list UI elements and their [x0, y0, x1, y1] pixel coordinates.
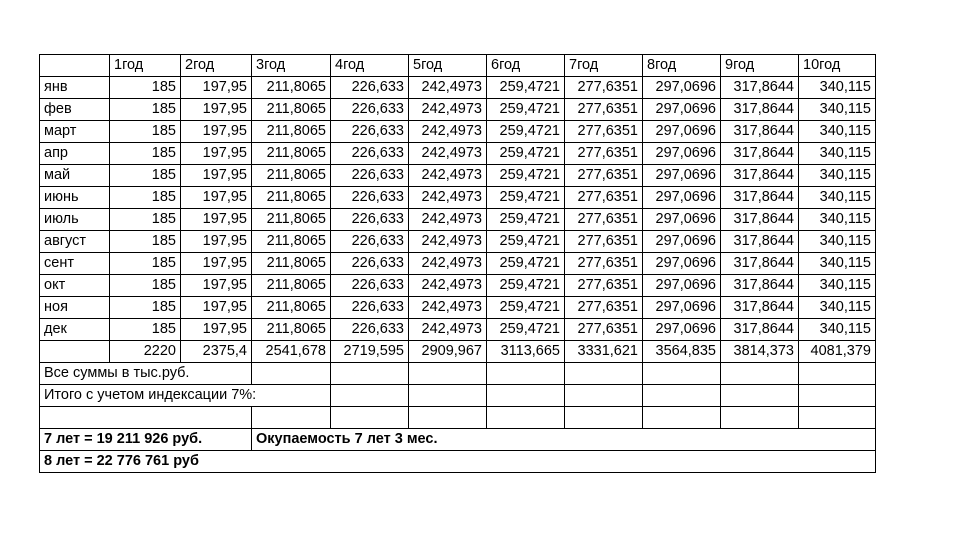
totals-row: [40, 341, 876, 363]
seven-years-total: 7 лет = 19 211 926 руб.: [40, 429, 252, 451]
value-cell: 259,4721: [487, 165, 565, 187]
summary-row-8-years: [40, 451, 876, 473]
value-cell: 259,4721: [487, 99, 565, 121]
value-cell: 211,8065: [252, 231, 331, 253]
value-cell: 297,0696: [643, 99, 721, 121]
value-cell: 211,8065: [252, 165, 331, 187]
value-cell: 226,633: [331, 297, 409, 319]
value-cell: 259,4721: [487, 275, 565, 297]
value-cell: 211,8065: [252, 99, 331, 121]
value-cell: 297,0696: [643, 297, 721, 319]
value-cell: 259,4721: [487, 253, 565, 275]
table-row: [40, 319, 876, 341]
value-cell: 185: [110, 165, 181, 187]
value-cell: 259,4721: [487, 121, 565, 143]
empty-cell: [40, 407, 252, 429]
units-note: Все суммы в тыс.руб.: [40, 363, 252, 385]
value-cell: 277,6351: [565, 165, 643, 187]
value-cell: 185: [110, 99, 181, 121]
value-cell: 185: [110, 209, 181, 231]
empty-cell: [565, 407, 643, 429]
header-row: [40, 55, 876, 77]
value-cell: 340,115: [799, 319, 876, 341]
table-row: [40, 231, 876, 253]
value-cell: 226,633: [331, 319, 409, 341]
month-label: окт: [40, 275, 110, 297]
table-row: [40, 297, 876, 319]
month-label: фев: [40, 99, 110, 121]
value-cell: 297,0696: [643, 187, 721, 209]
totals-cell: 4081,379: [799, 341, 876, 363]
empty-cell: [252, 363, 331, 385]
month-label: ноя: [40, 297, 110, 319]
table-row: [40, 275, 876, 297]
value-cell: 242,4973: [409, 297, 487, 319]
header-cell: 1год: [110, 55, 181, 77]
totals-cell: [40, 341, 110, 363]
value-cell: 259,4721: [487, 319, 565, 341]
header-cell: [40, 55, 110, 77]
empty-cell: [252, 407, 331, 429]
value-cell: 226,633: [331, 253, 409, 275]
header-cell: 7год: [565, 55, 643, 77]
indexation-note-row: [40, 385, 876, 407]
value-cell: 185: [110, 121, 181, 143]
value-cell: 226,633: [331, 231, 409, 253]
value-cell: 297,0696: [643, 209, 721, 231]
empty-cell: [487, 385, 565, 407]
value-cell: 317,8644: [721, 77, 799, 99]
value-cell: 197,95: [181, 231, 252, 253]
revenue-table: [39, 54, 876, 473]
value-cell: 185: [110, 231, 181, 253]
month-label: август: [40, 231, 110, 253]
header-cell: 10год: [799, 55, 876, 77]
value-cell: 211,8065: [252, 187, 331, 209]
totals-cell: 2375,4: [181, 341, 252, 363]
value-cell: 317,8644: [721, 275, 799, 297]
units-note-row: [40, 363, 876, 385]
value-cell: 226,633: [331, 121, 409, 143]
value-cell: 297,0696: [643, 143, 721, 165]
empty-cell: [409, 385, 487, 407]
month-label: дек: [40, 319, 110, 341]
totals-cell: 3564,835: [643, 341, 721, 363]
value-cell: 317,8644: [721, 209, 799, 231]
empty-cell: [721, 407, 799, 429]
table-row: [40, 165, 876, 187]
value-cell: 259,4721: [487, 143, 565, 165]
value-cell: 277,6351: [565, 143, 643, 165]
empty-cell: [331, 363, 409, 385]
value-cell: 242,4973: [409, 165, 487, 187]
value-cell: 317,8644: [721, 99, 799, 121]
value-cell: 242,4973: [409, 209, 487, 231]
value-cell: 277,6351: [565, 121, 643, 143]
value-cell: 197,95: [181, 187, 252, 209]
value-cell: 277,6351: [565, 77, 643, 99]
value-cell: 242,4973: [409, 143, 487, 165]
value-cell: 340,115: [799, 99, 876, 121]
table-row: [40, 187, 876, 209]
table-row: [40, 77, 876, 99]
eight-years-total: 8 лет = 22 776 761 руб: [40, 451, 876, 473]
month-label: сент: [40, 253, 110, 275]
empty-cell: [409, 363, 487, 385]
month-label: янв: [40, 77, 110, 99]
value-cell: 297,0696: [643, 165, 721, 187]
value-cell: 242,4973: [409, 253, 487, 275]
header-cell: 2год: [181, 55, 252, 77]
empty-cell: [409, 407, 487, 429]
empty-cell: [643, 385, 721, 407]
value-cell: 277,6351: [565, 231, 643, 253]
empty-cell: [487, 363, 565, 385]
value-cell: 340,115: [799, 165, 876, 187]
value-cell: 277,6351: [565, 275, 643, 297]
value-cell: 317,8644: [721, 253, 799, 275]
value-cell: 340,115: [799, 77, 876, 99]
value-cell: 197,95: [181, 209, 252, 231]
table-row: [40, 143, 876, 165]
value-cell: 197,95: [181, 319, 252, 341]
table-row: [40, 99, 876, 121]
value-cell: 211,8065: [252, 319, 331, 341]
totals-cell: 3113,665: [487, 341, 565, 363]
summary-row-7-years: [40, 429, 876, 451]
value-cell: 259,4721: [487, 187, 565, 209]
header-cell: 9год: [721, 55, 799, 77]
value-cell: 197,95: [181, 165, 252, 187]
value-cell: 185: [110, 143, 181, 165]
empty-cell: [565, 385, 643, 407]
value-cell: 185: [110, 275, 181, 297]
totals-cell: 3814,373: [721, 341, 799, 363]
value-cell: 211,8065: [252, 209, 331, 231]
header-cell: 5год: [409, 55, 487, 77]
value-cell: 211,8065: [252, 297, 331, 319]
value-cell: 197,95: [181, 77, 252, 99]
empty-cell: [643, 407, 721, 429]
value-cell: 211,8065: [252, 253, 331, 275]
value-cell: 226,633: [331, 187, 409, 209]
value-cell: 340,115: [799, 209, 876, 231]
value-cell: 277,6351: [565, 297, 643, 319]
empty-cell: [643, 363, 721, 385]
value-cell: 226,633: [331, 209, 409, 231]
value-cell: 197,95: [181, 297, 252, 319]
value-cell: 197,95: [181, 121, 252, 143]
empty-cell: [487, 407, 565, 429]
empty-cell: [799, 385, 876, 407]
header-cell: 8год: [643, 55, 721, 77]
value-cell: 297,0696: [643, 231, 721, 253]
value-cell: 277,6351: [565, 319, 643, 341]
value-cell: 211,8065: [252, 275, 331, 297]
value-cell: 259,4721: [487, 209, 565, 231]
value-cell: 297,0696: [643, 121, 721, 143]
empty-cell: [331, 385, 409, 407]
month-label: май: [40, 165, 110, 187]
value-cell: 317,8644: [721, 319, 799, 341]
header-cell: 4год: [331, 55, 409, 77]
value-cell: 259,4721: [487, 77, 565, 99]
payback-note: Окупаемость 7 лет 3 мес.: [252, 429, 876, 451]
header-cell: 6год: [487, 55, 565, 77]
value-cell: 317,8644: [721, 187, 799, 209]
value-cell: 197,95: [181, 99, 252, 121]
month-label: июль: [40, 209, 110, 231]
totals-cell: 2719,595: [331, 341, 409, 363]
empty-cell: [721, 363, 799, 385]
value-cell: 340,115: [799, 297, 876, 319]
value-cell: 340,115: [799, 253, 876, 275]
indexation-note: Итого с учетом индексации 7%:: [40, 385, 331, 407]
value-cell: 242,4973: [409, 99, 487, 121]
value-cell: 242,4973: [409, 187, 487, 209]
value-cell: 211,8065: [252, 121, 331, 143]
month-label: апр: [40, 143, 110, 165]
value-cell: 185: [110, 297, 181, 319]
value-cell: 317,8644: [721, 165, 799, 187]
table-row: [40, 253, 876, 275]
value-cell: 211,8065: [252, 143, 331, 165]
value-cell: 226,633: [331, 165, 409, 187]
value-cell: 297,0696: [643, 77, 721, 99]
value-cell: 185: [110, 319, 181, 341]
totals-cell: 2541,678: [252, 341, 331, 363]
value-cell: 297,0696: [643, 275, 721, 297]
value-cell: 226,633: [331, 99, 409, 121]
table-body: [40, 55, 876, 473]
empty-cell: [799, 407, 876, 429]
value-cell: 185: [110, 187, 181, 209]
value-cell: 259,4721: [487, 297, 565, 319]
value-cell: 197,95: [181, 143, 252, 165]
value-cell: 277,6351: [565, 187, 643, 209]
empty-cell: [721, 385, 799, 407]
value-cell: 242,4973: [409, 275, 487, 297]
header-cell: 3год: [252, 55, 331, 77]
value-cell: 277,6351: [565, 209, 643, 231]
value-cell: 226,633: [331, 275, 409, 297]
value-cell: 340,115: [799, 143, 876, 165]
totals-cell: 2220: [110, 341, 181, 363]
month-label: март: [40, 121, 110, 143]
table-row: [40, 209, 876, 231]
value-cell: 197,95: [181, 275, 252, 297]
totals-cell: 3331,621: [565, 341, 643, 363]
value-cell: 277,6351: [565, 253, 643, 275]
value-cell: 277,6351: [565, 99, 643, 121]
value-cell: 242,4973: [409, 121, 487, 143]
value-cell: 185: [110, 253, 181, 275]
value-cell: 297,0696: [643, 253, 721, 275]
value-cell: 211,8065: [252, 77, 331, 99]
value-cell: 197,95: [181, 253, 252, 275]
totals-cell: 2909,967: [409, 341, 487, 363]
value-cell: 185: [110, 77, 181, 99]
value-cell: 259,4721: [487, 231, 565, 253]
value-cell: 340,115: [799, 275, 876, 297]
value-cell: 317,8644: [721, 121, 799, 143]
empty-cell: [331, 407, 409, 429]
value-cell: 340,115: [799, 187, 876, 209]
month-label: июнь: [40, 187, 110, 209]
value-cell: 340,115: [799, 121, 876, 143]
value-cell: 297,0696: [643, 319, 721, 341]
empty-cell: [799, 363, 876, 385]
value-cell: 317,8644: [721, 143, 799, 165]
value-cell: 242,4973: [409, 319, 487, 341]
value-cell: 226,633: [331, 77, 409, 99]
value-cell: 242,4973: [409, 231, 487, 253]
blank-row: [40, 407, 876, 429]
empty-cell: [565, 363, 643, 385]
value-cell: 340,115: [799, 231, 876, 253]
value-cell: 317,8644: [721, 231, 799, 253]
value-cell: 242,4973: [409, 77, 487, 99]
value-cell: 226,633: [331, 143, 409, 165]
value-cell: 317,8644: [721, 297, 799, 319]
table-row: [40, 121, 876, 143]
